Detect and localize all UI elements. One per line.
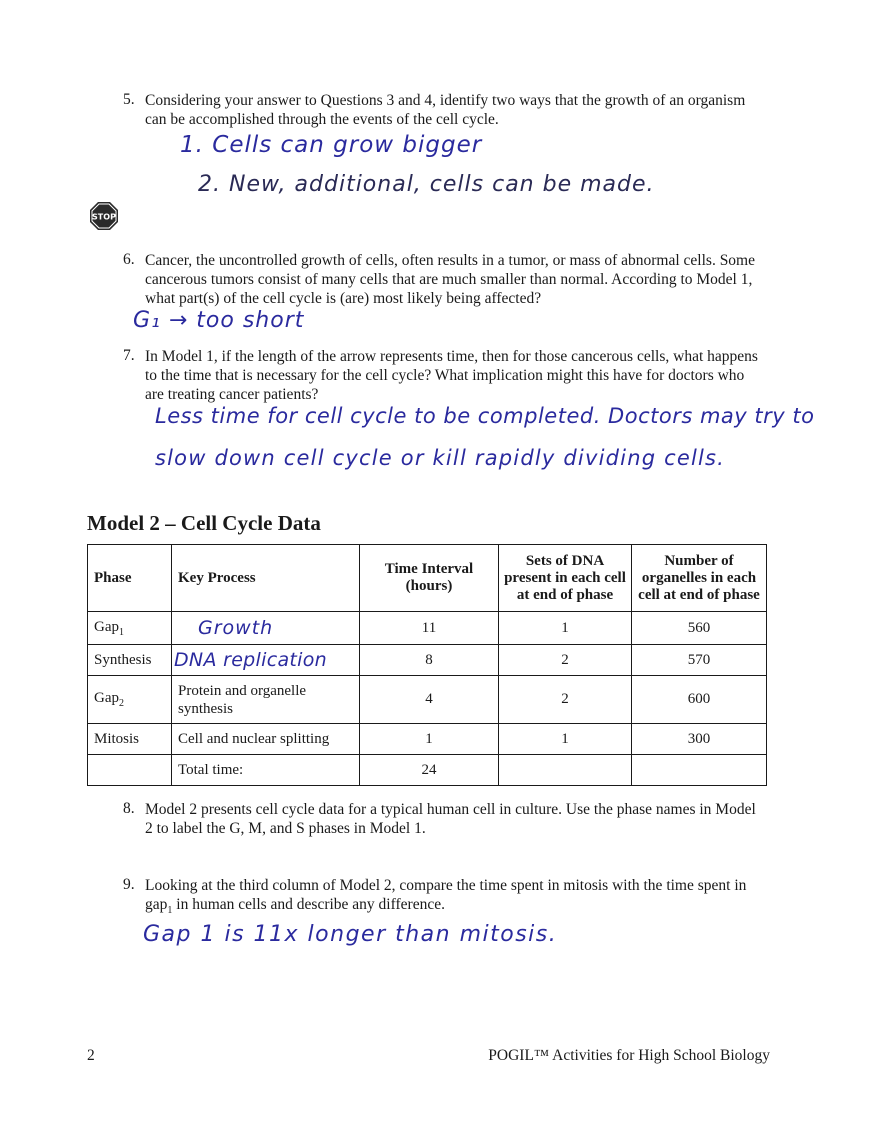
table-row: [88, 676, 767, 724]
cell-time: 8: [360, 645, 499, 676]
cell-time: 11: [360, 612, 499, 645]
header-organelles: Number of organelles in each cell at end of phase: [632, 545, 767, 612]
stop-icon: [89, 201, 119, 231]
q8-number: 8.: [123, 800, 135, 817]
cell-organelles: [632, 755, 767, 786]
q5-number: 5.: [123, 91, 135, 108]
cell-dna: 1: [499, 612, 632, 645]
cell-organelles: 560: [632, 612, 767, 645]
table-header-row: [88, 545, 767, 612]
q7-number: 7.: [123, 347, 135, 364]
cell-key-process: Total time:: [172, 755, 360, 786]
cell-organelles: 300: [632, 724, 767, 755]
q6-number: 6.: [123, 251, 135, 268]
q5-text: Considering your answer to Questions 3 and 4, identify two ways that the growth of an organism can be accomplished through the events of the cell cycle.: [145, 92, 746, 128]
q6-answer: G₁ → too short: [133, 308, 305, 333]
cell-phase: Gap$_1$: [88, 612, 172, 645]
model2-title: Model 2 – Cell Cycle Data: [87, 511, 321, 535]
table-row: [88, 612, 767, 645]
header-key-process: Key Process: [172, 545, 360, 612]
cell-phase: Mitosis: [88, 724, 172, 755]
q8-text: Model 2 presents cell cycle data for a typical human cell in culture. Use the phase names in Model 2 to label the G, M, and S phases in Model 1.: [145, 801, 756, 837]
cell-organelles: 570: [632, 645, 767, 676]
table-row: [88, 755, 767, 786]
header-time-interval: Time Interval (hours): [360, 545, 499, 612]
page-number: 2: [87, 1047, 95, 1064]
cell-dna: 2: [499, 645, 632, 676]
cell-key-process: Growth: [172, 612, 360, 645]
cell-key-process: Protein and organelle synthesis: [172, 676, 360, 724]
cell-time: 24: [360, 755, 499, 786]
cell-phase: Synthesis: [88, 645, 172, 676]
q7-answer-1: Less time for cell cycle to be completed. Doctors may try to: [155, 404, 815, 428]
table-row: [88, 645, 767, 676]
cell-phase: [88, 755, 172, 786]
header-dna-sets: Sets of DNA present in each cell at end of phase: [499, 545, 632, 612]
cell-time: 4: [360, 676, 499, 724]
q7-text: In Model 1, if the length of the arrow represents time, then for those cancerous cells, what happens to the time that is necessary for the cell cycle? What implication might this have for doctors who are treating cancer patients?: [145, 348, 758, 403]
cell-dna: 2: [499, 676, 632, 724]
q5-answer-2: 2. New, additional, cells can be made.: [198, 172, 655, 197]
q9-number: 9.: [123, 876, 135, 893]
cell-key-process: Cell and nuclear splitting: [172, 724, 360, 755]
q6-text: Cancer, the uncontrolled growth of cells, often results in a tumor, or mass of abnormal cells. Some cancerous tumors consist of many cells that are much smaller than normal. According to Model 1, what part(s) of the cell cycle is (are) most likely being affected?: [145, 252, 755, 307]
q9-answer: Gap 1 is 11x longer than mitosis.: [143, 922, 558, 947]
q9-text: Looking at the third column of Model 2, compare the time spent in mitosis with the time spent in gap$_1$ in human cells and describe any difference.: [145, 877, 747, 917]
q5-answer-1: 1. Cells can grow bigger: [180, 132, 483, 158]
q7-answer-2: slow down cell cycle or kill rapidly dividing cells.: [155, 446, 726, 470]
cell-key-process: DNA replication: [172, 645, 360, 676]
footer-title: POGIL™ Activities for High School Biology: [488, 1047, 770, 1064]
cell-time: 1: [360, 724, 499, 755]
cell-organelles: 600: [632, 676, 767, 724]
cell-dna: 1: [499, 724, 632, 755]
cell-phase: Gap$_2$: [88, 676, 172, 724]
stop-label: STOP: [92, 212, 116, 222]
table-row: [88, 724, 767, 755]
model2-table: [87, 544, 767, 786]
cell-dna: [499, 755, 632, 786]
header-phase: Phase: [88, 545, 172, 612]
